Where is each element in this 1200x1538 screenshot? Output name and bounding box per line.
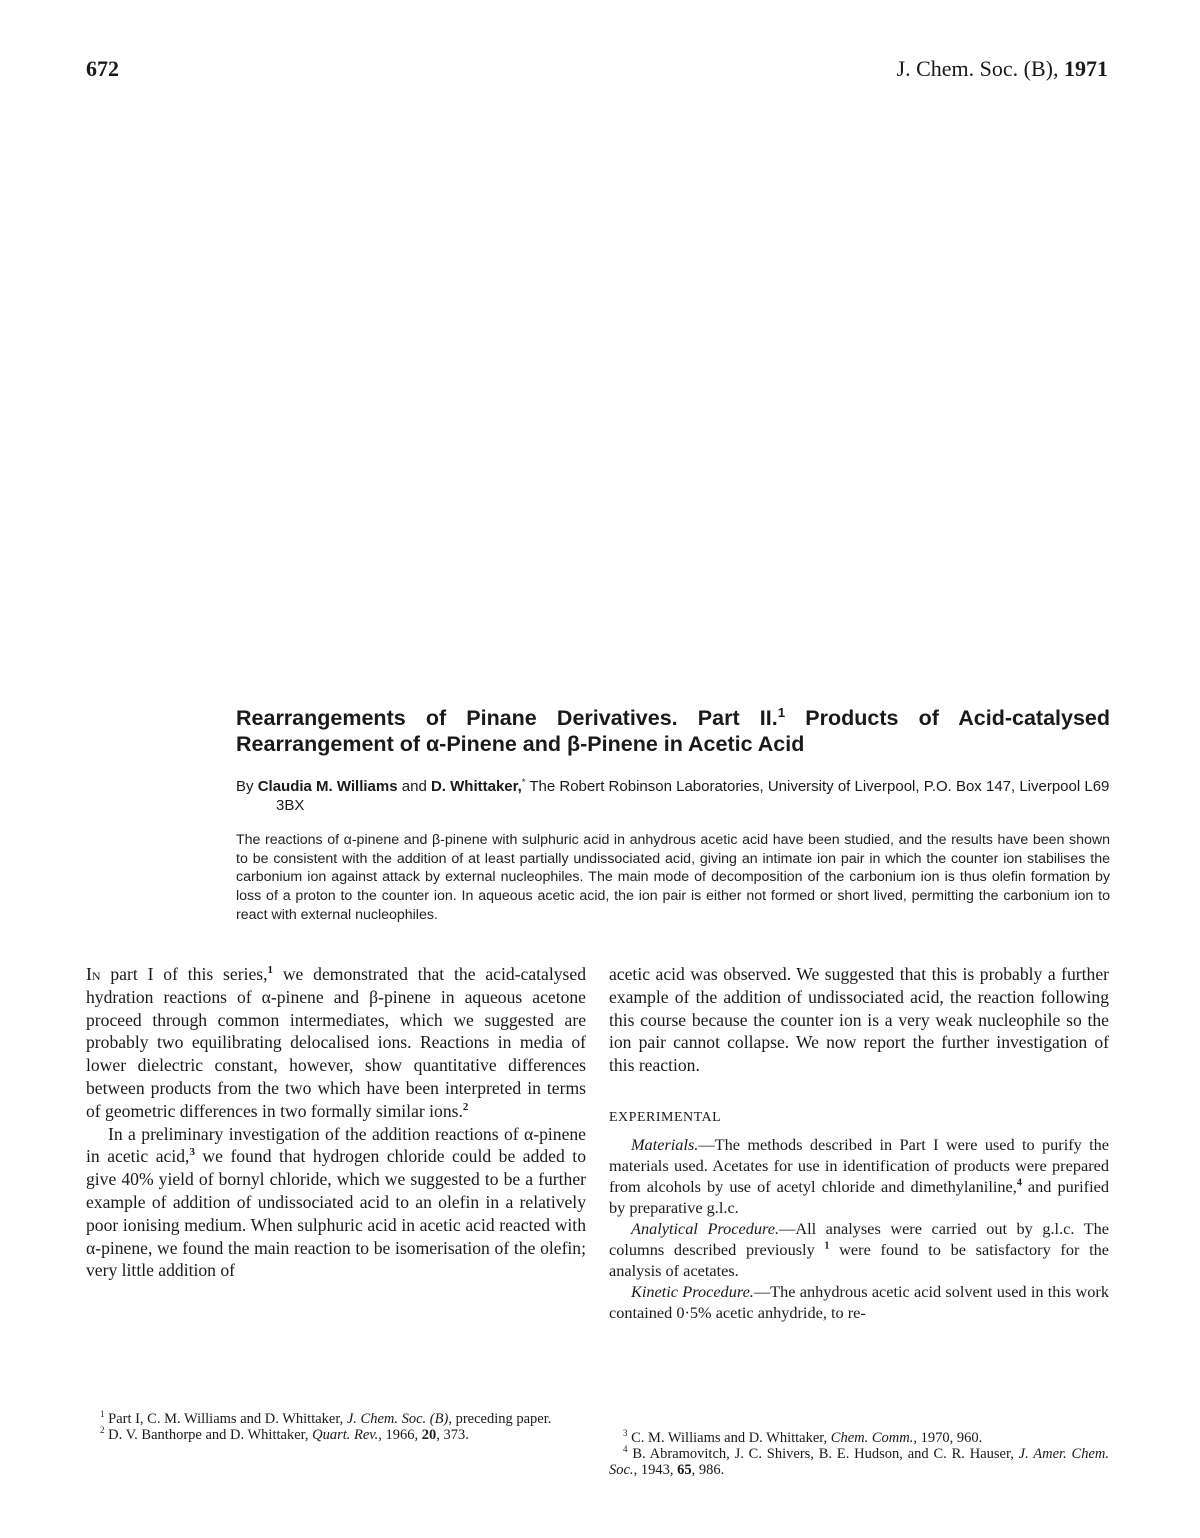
footnote-number: 3 [623, 1428, 628, 1439]
ref-1: 1 [267, 964, 273, 977]
byline-by: By [236, 778, 258, 795]
footnote [609, 1430, 1109, 1446]
text: In a preliminary investigation of the addition reactions of α-pinene in acetic acid, [86, 1123, 586, 1167]
journal-title: J. Amer. Chem. Soc. [609, 1446, 1109, 1478]
paragraph-materials [609, 1134, 1109, 1218]
paragraph-continued: acetic acid was observed. We suggested that this is probably a further example of the addition of undissociated acid, the reaction following this course because the counter ion is a very weak nucleophile so the ion pair cannot collapse. We now report the further investigation of this reaction. [609, 964, 1109, 1076]
journal-header [897, 56, 1108, 82]
footnote [86, 1427, 586, 1443]
text: —The anhydrous acetic acid solvent used in this work contained 0·5% acetic anhydride, to re- [609, 1281, 1109, 1322]
footnotes-left [86, 1411, 586, 1443]
footnote [609, 1446, 1109, 1478]
footnote-number: 2 [100, 1425, 105, 1436]
text: and purified by preparative g.l.c. [609, 1176, 1109, 1217]
author-1: Claudia M. Williams [257, 778, 398, 795]
text: —All analyses were carried out by g.l.c. The columns described previously [609, 1218, 1109, 1259]
volume: 65 [677, 1462, 692, 1478]
footnotes-right [609, 1430, 1109, 1478]
text: part I of this series, [100, 964, 268, 984]
paragraph-intro [86, 963, 586, 1123]
journal-name: J. Chem. Soc. (B), [896, 56, 1059, 81]
text: D. V. Banthorpe and D. Whittaker, [104, 1427, 313, 1443]
paragraph-analytical [609, 1218, 1109, 1281]
text: , 373. [436, 1427, 469, 1443]
paragraph-kinetic [609, 1281, 1109, 1323]
subheading-materials: Materials. [631, 1134, 699, 1154]
affiliation: The Robert Robinson Laboratories, University of Liverpool, P.O. Box 147, Liverpool L69 3BX [276, 778, 1110, 814]
journal-year: 1971 [1064, 56, 1108, 81]
article-title [236, 705, 1110, 757]
text: , preceding paper. [448, 1411, 552, 1427]
journal-title: Quart. Rev. [312, 1427, 379, 1443]
ref-4: 4 [1016, 1177, 1022, 1189]
footnote [86, 1411, 586, 1427]
ref-1b: 1 [824, 1240, 830, 1252]
section-heading-experimental: EXPERIMENTAL [609, 1109, 722, 1125]
author-2: D. Whittaker, [430, 778, 522, 795]
paragraph-preliminary [86, 1123, 586, 1283]
abstract: The reactions of α-pinene and β-pinene with sulphuric acid in anhydrous acetic acid have been studied, and the results have been shown to be consistent with the addition of at least partially undissociated acid, giving an intimate ion pair in which the counter ion stabilises the carbonium ion against attack by external nucleophiles. The main mode of decomposition of the carbonium ion is thus olefin formation by loss of a proton to the counter ion. In aqueous acetic acid, the ion pair is either not formed or short lived, permitting the carbonium ion to react with external nucleophiles. [236, 832, 1110, 923]
corresponding-star: * [521, 777, 526, 787]
body-column-right [609, 963, 1109, 1323]
subheading-analytical: Analytical Procedure. [631, 1218, 780, 1238]
text: C. M. Williams and D. Whittaker, [627, 1430, 831, 1446]
text: , 1943, [633, 1462, 678, 1478]
text: were found to be satisfactory for the analysis of acetates. [609, 1239, 1110, 1280]
title-main: Rearrangements of Pinane Derivatives. Part II. [236, 706, 778, 730]
page-number: 672 [86, 56, 119, 81]
text: we found that hydrogen chloride could be added to give 40% yield of bornyl chloride, which we suggested to be a further example of addition of undissociated acid to an olefin in a relatively poor ionising medium. When sulphuric acid in acetic acid reacted with α-pinene, we found the main reaction to be isomerisation of the olefin; very little addition of [86, 1146, 586, 1281]
ref-2: 2 [462, 1100, 469, 1113]
text: —The methods described in Part I were used to purify the materials used. Acetates for use in identification of products were prepared from alcohols by use of acetyl chloride and dimethylaniline, [609, 1134, 1109, 1196]
subheading-kinetic: Kinetic Procedure. [631, 1281, 754, 1301]
text: Part I, C. M. Williams and D. Whittaker, [104, 1411, 347, 1427]
footnote-number: 4 [623, 1444, 628, 1455]
ref-3: 3 [189, 1146, 195, 1159]
journal-title: Chem. Comm. [830, 1430, 914, 1446]
body-column-left [86, 963, 586, 1282]
text: B. Abramovitch, J. C. Shivers, B. E. Hudson, and C. R. Hauser, [627, 1446, 1019, 1462]
text: , 1966, [378, 1427, 422, 1443]
text: , 986. [691, 1462, 725, 1478]
title-ref: 1 [777, 704, 786, 720]
byline [236, 777, 1110, 815]
text: , 1970, 960. [913, 1430, 983, 1446]
footnote-number: 1 [100, 1409, 105, 1420]
volume: 20 [421, 1427, 437, 1443]
title-rest: Products of Acid-catalysed Rearrangement of α-Pinene and β-Pinene in Acetic Acid [236, 706, 1110, 756]
dropcap-lead: In [86, 964, 101, 984]
journal-title: J. Chem. Soc. (B) [346, 1411, 449, 1427]
byline-and: and [397, 778, 431, 795]
text: we demonstrated that the acid-catalysed hydration reactions of α-pinene and β-pinene in aqueous acetone proceed through common intermediates, which we suggested are probably two equilibrating delocalised ions. Reactions in media of lower dielectric constant, however, show quantitative differences between products from the two which have been interpreted in terms of geometric differences in two formally similar ions. [86, 964, 586, 1121]
